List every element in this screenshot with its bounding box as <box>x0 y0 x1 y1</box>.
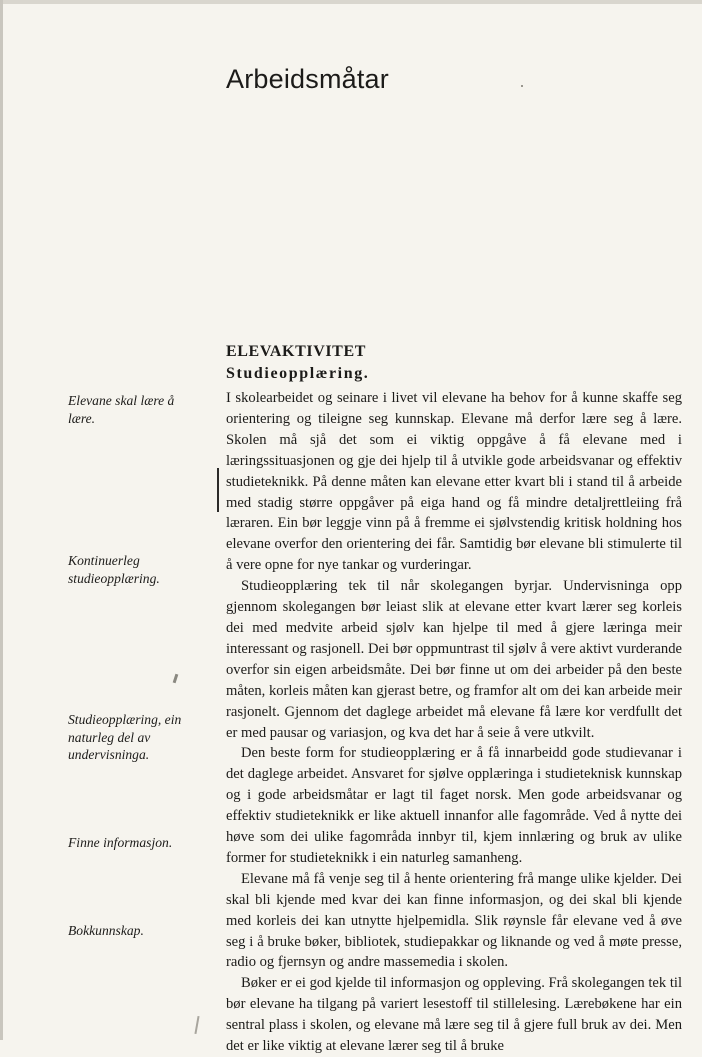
margin-note-1: Elevane skal lære å lære. <box>68 393 175 426</box>
margin-note-4: Finne informasjon. <box>68 835 173 850</box>
paragraph: Elevane må få venje seg til å hente orientering frå mange ulike kjelder. Dei skal bli kjende med kvar dei kan finne informasjon, og dei skal bli kjende med korleis dei kan utnytte hjelpemidla. Slik røynsle får elevane ved å øve seg i å bruke bøker, bibliotek, studiepakkar og liknande og ved å møte presse, radio og fjernsyn og andre massemedia i skolen. <box>226 870 682 971</box>
speck <box>521 85 523 87</box>
paragraph: Studieopplæring tek til når skolegangen byrjar. Undervisninga opp gjennom skolegangen bør leiast slik at elevane etter kvart lærer seg korleis dei med medvite arbeid sjølv kan hjelpe til med å gjere læringa meir interessant og rasjonell. Dei bør oppmuntrast til sjølv å vere aktivt vurderande overfor sin eigen arbeidsmåte. Dei bør finne ut om dei arbeider på den beste måten, korleis måten kan gjerast betre, og framfor alt om dei kan arbeide meir rasjonelt. Gjennom det daglege arbeidet må elevane få lære kor verdfullt det er med pausar og variasjon, og kva det har å seie å vere utkvilt. <box>226 578 682 741</box>
section-heading: ELEVAKTIVITET <box>226 343 367 360</box>
pencil-mark <box>173 674 179 683</box>
body-text <box>226 388 682 1057</box>
margin-note-3: Studieopplæring, ein naturleg del av undervisninga. <box>68 712 182 763</box>
subheading: Studieopplæring. <box>226 365 370 382</box>
paragraph: I skolearbeidet og seinare i livet vil elevane ha behov for å kunne skaffe seg orientering og tileigne seg kunnskap. Elevane må derfor lære seg å lære. Skolen må sjå det som ei viktig oppgåve å få elevane med i læringssituasjonen og gje dei hjelp til å utvikle gode arbeidsvanar og effektiv studieteknikk. På denne måten kan elevane etter kvart bli i stand til å arbeide med stadig større oppgåver på eiga hand og få mindre detaljrettleiing frå læraren. Ein bør leggje vinn på å fremme ei sjølvstendig kritisk holdning hos elevane overfor den orientering dei får. Samtidig bør elevane bli stimulerte til å vere opne for nye tankar og vurderingar. <box>226 390 682 574</box>
paragraph: Bøker er ei god kjelde til informasjon og oppleving. Frå skolegangen tek til bør elevane ha tilgang på variert lesestoff til stillelesing. Lærebøkene har ein sentral plass i skolen, og elevane må lære seg til å gjere full bruk av dei. Men det er like viktig at elevane lærer seg til å bruke <box>226 975 682 1055</box>
page-edge <box>0 0 702 4</box>
margin-note-2: Kontinuerleg studieopplæring. <box>68 553 160 586</box>
page-edge-left <box>0 0 3 1040</box>
pencil-mark <box>194 1016 199 1034</box>
page-title: Arbeidsmåtar <box>226 64 389 94</box>
margin-mark <box>217 468 219 512</box>
margin-note-5: Bokkunnskap. <box>68 923 144 938</box>
paragraph: Den beste form for studieopplæring er å få innarbeidd gode studievanar i det daglege arbeidet. Ansvaret for sjølve opplæringa i studieteknisk kunnskap og i gode arbeidsmåtar er lagt til faget norsk. Men gode arbeidsvanar og effektiv studieteknikk er like aktuell innanfor alle fagområde. Ved å nytte dei høve som dei ulike fagområda innbyr til, kjem innlæring og bruk av ulike former for studieteknikk i ein naturleg samanheng. <box>226 745 682 866</box>
